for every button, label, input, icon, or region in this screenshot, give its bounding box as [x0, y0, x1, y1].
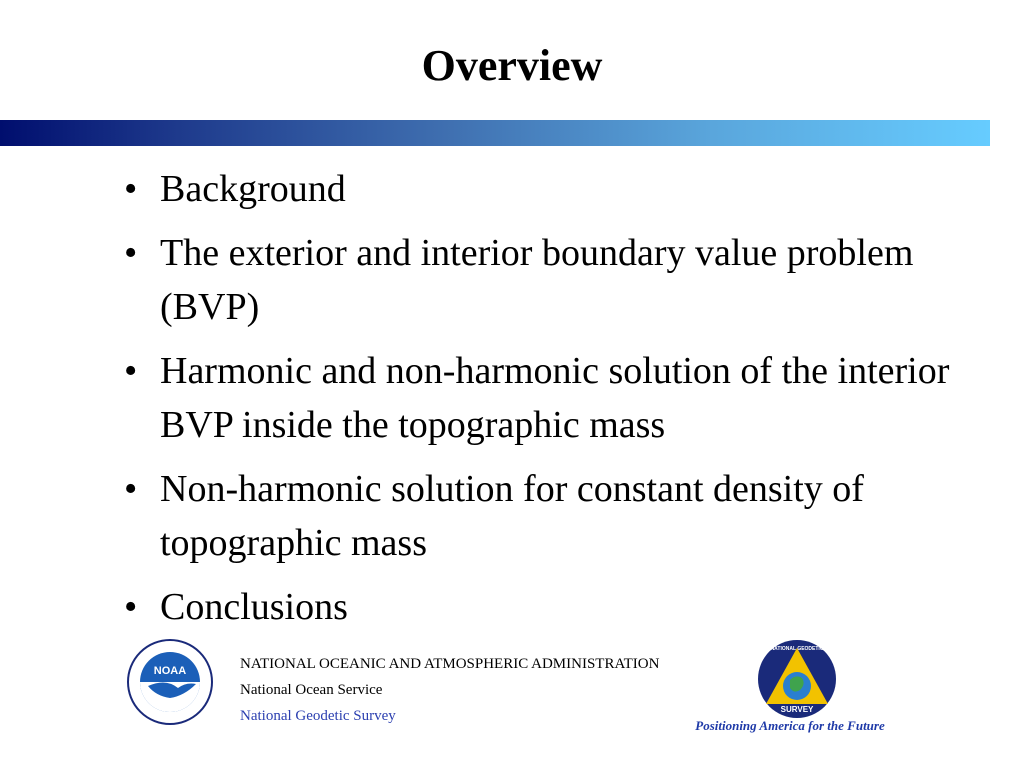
ngs-logo-icon: [754, 638, 840, 720]
bullet-dot: •: [124, 468, 138, 510]
slide-title: Overview: [421, 41, 603, 90]
svg-text:NATIONAL GEODETIC: NATIONAL GEODETIC: [770, 646, 824, 652]
survey-name: National Geodetic Survey: [240, 708, 396, 724]
svg-text:NOAA: NOAA: [153, 665, 187, 677]
bullet-dot: •: [124, 350, 138, 392]
service-name: National Ocean Service: [240, 682, 383, 698]
bullet-list: [110, 162, 990, 644]
agency-name: NATIONAL OCEANIC AND ATMOSPHERIC ADMINISTRATION: [240, 656, 660, 672]
bullet-dot: •: [124, 168, 138, 210]
agency-block: [240, 651, 659, 729]
bullet-item: • Harmonic and non-harmonic solution of the interior BVP inside the topographic mass: [110, 344, 990, 452]
bullet-item: • Non-harmonic solution for constant density of topographic mass: [110, 462, 990, 570]
bullet-item: • Background: [110, 162, 990, 216]
noaa-logo-icon: [126, 638, 214, 726]
bullet-dot: •: [124, 586, 138, 628]
tagline: Positioning America for the Future: [695, 718, 885, 733]
bullet-dot: •: [124, 232, 138, 274]
bullet-item: • Conclusions: [110, 580, 990, 634]
svg-text:SURVEY: SURVEY: [780, 705, 814, 714]
title-gradient-band: [0, 120, 990, 146]
bullet-item: • The exterior and interior boundary value problem (BVP): [110, 226, 990, 334]
